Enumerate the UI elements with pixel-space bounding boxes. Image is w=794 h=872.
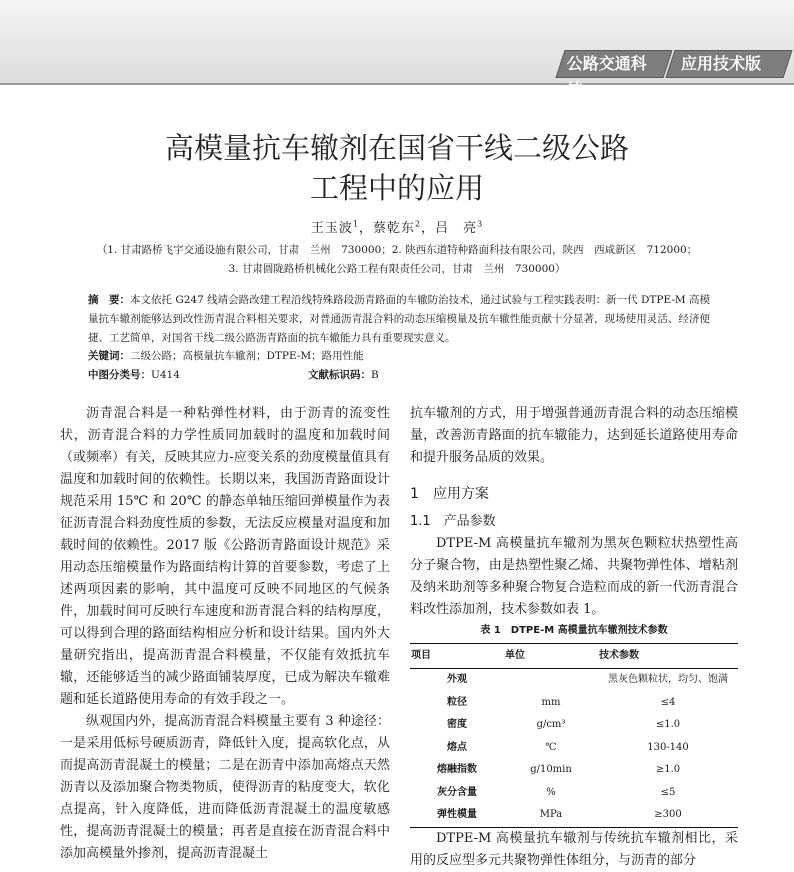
body-paragraph: DTPE-M 高模量抗车辙剂为黑灰色颗粒状热塑性高分子聚合物，由是热塑性聚乙烯、共聚物弹性体、增粘剂及纳米助剂等多种聚合物复合造粒而成的新一代沥青混合料改性添加剂，技术参数如表 1。 [410, 536, 738, 617]
table-row [410, 782, 738, 805]
journal-name-tag: 公路交通科技 [555, 50, 672, 78]
article-title [0, 128, 794, 208]
author-affil-mark: 2 [414, 219, 422, 229]
author-name: 蔡乾东 [372, 221, 415, 236]
table-cell: 粒径 [447, 696, 467, 708]
table-cell: mm [541, 696, 561, 708]
table-cell: ≤1.0 [655, 719, 681, 731]
table-cell: ≤4 [660, 696, 676, 708]
table-cell: ≤5 [660, 786, 676, 798]
table-cell: 灰分含量 [437, 786, 477, 798]
clc-number [88, 367, 180, 382]
abstract-label: 摘 要： [88, 294, 131, 306]
table-header-cell: 项目 [410, 644, 504, 669]
table-row [410, 737, 738, 760]
keywords [88, 348, 364, 363]
table-cell: 弹性模量 [437, 809, 477, 821]
table-header-cell: 单位 [504, 644, 598, 669]
body-right-column [410, 403, 738, 872]
table-cell: ≥300 [654, 809, 682, 821]
body-paragraph: 抗车辙剂的方式，用于增强普通沥青混合料的动态压缩模量，改善沥青路面的抗车辙能力，达到延长道路使用寿命和提升服务品质的效果。 [410, 406, 738, 465]
doc-label: 文献标识码： [308, 369, 371, 381]
table-cell: 黑灰色颗粒状，均匀、饱满 [608, 674, 728, 686]
table-row [410, 692, 738, 715]
table-cell: g/10min [530, 764, 572, 776]
parameter-table [410, 643, 738, 828]
author-list: 王玉波$^1$，蔡乾东$^2$，吕 亮$^3$ [310, 219, 484, 236]
table-row [410, 759, 738, 782]
table-row [410, 669, 738, 692]
body-paragraph: 纵观国内外，提高沥青混合料模量主要有 3 种途径：一是采用低标号硬质沥青，降低针入度，提高软化点，从而提高沥青混凝土的模量；二是在沥青中添加高熔点天然沥青以及添加聚合物类物质，使得沥青的粘度变大，软化点提高，针入度降低，进而降低沥青混凝土的温度敏感性，提高沥青混凝土的模量；再者是直接在沥青混合料中添加高模量外掺剂，提高沥青混凝土 [60, 714, 390, 861]
table-row [410, 804, 738, 827]
clc-label: 中图分类号： [88, 369, 151, 381]
table-cell: 熔点 [447, 741, 467, 753]
author-name: 王玉波 [310, 221, 353, 236]
table-row [410, 714, 738, 737]
edition-tag: 应用技术版 [665, 50, 792, 78]
table-cell [504, 669, 598, 692]
subsection-heading: 1.1 产品参数 [410, 514, 496, 529]
table-caption: 表 1 DTPE-M 高模量抗车辙剂技术参数 [480, 625, 668, 636]
keywords-label: 关键词： [88, 350, 130, 362]
table-cell: 熔融指数 [437, 764, 477, 776]
title-line-1: 高模量抗车辙剂在国省干线二级公路 [164, 131, 629, 165]
author-name: 吕 亮 [435, 221, 478, 236]
table-cell: 130-140 [647, 741, 689, 753]
table-header-cell: 技术参数 [598, 644, 738, 669]
header-rule [0, 83, 794, 85]
table-cell: ℃ [545, 741, 557, 753]
section-heading: 1 应用方案 [410, 486, 489, 502]
table-cell: g/cm³ [536, 719, 566, 731]
author-affil-mark: 3 [477, 219, 484, 229]
abstract [88, 291, 710, 348]
author-affil-mark: 1 [352, 219, 359, 229]
body-paragraph: DTPE-M 高模量抗车辙剂与传统抗车辙剂相比，采用的反应型多元共聚物弹性体组分，与沥青的部分 [410, 830, 738, 868]
table-header-row [410, 644, 738, 669]
affiliation-line-2: 3. 甘肃圆陇路桥机械化公路工程有限责任公司，甘肃 兰州 730000） [228, 263, 566, 275]
doc-value: B [371, 369, 379, 381]
abstract-text: 本文依托 G247 线靖会路改建工程沿线特殊路段沥青路面的车辙防治技术，通过试验与工程实践表明：新一代 DTPE-M 高模量抗车辙剂能够达到改性沥青混合料相关要求，对普通沥青混合料的动态压缩模量及抗车辙性能贡献十分显著，现场使用灵活、经济便捷、工艺简单，对国省干线二级公路沥青路面的抗车辙能力具有重要现实意义。 [88, 294, 710, 344]
affiliation-line-1: （1. 甘肃路桥飞宇交通设施有限公司，甘肃 兰州 730000；2. 陕西东道特种路面科技有限公司，陕西 西咸新区 712000； [96, 244, 698, 256]
body-left-column [60, 403, 390, 865]
table-cell: ≥1.0 [655, 764, 681, 776]
title-line-2: 工程中的应用 [309, 171, 484, 205]
document-code [308, 367, 379, 382]
keywords-text: 二级公路；高模量抗车辙剂；DTPE-M；路用性能 [130, 350, 364, 362]
table-cell: 密度 [447, 719, 467, 731]
table-cell: MPa [539, 809, 563, 821]
clc-value: U414 [151, 369, 180, 381]
table-cell: 外观 [447, 674, 467, 686]
table-cell: % [546, 786, 556, 798]
body-paragraph: 沥青混合料是一种粘弹性材料，由于沥青的流变性状，沥青混合料的力学性质同加载时的温度和加载时间（或频率）有关，反映其应力-应变关系的劲度模量值具有温度和加载时间的依赖性。长期以来，我国沥青路面设计规范采用 15℃ 和 20℃ 的静态单轴压缩回弹模量作为表征沥青混合料劲度性质的参数，无法反应模量对温度和加载时间的依赖性。2017 版《公路沥青路面设计规范》采用动态压缩模量作为路面结构计算的首要参数，考虑了上述两项因素的影响，其中温度可反映不同地区的气候条件，加载时间可反映行车速度和沥青混合料的结构厚度，可以得到合理的路面结构相应分析和设计结果。国内外大量研究指出，提高沥青混合料模量，不仅能有效抵抗车辙，还能够适当的减少路面铺装厚度，已成为解决车辙难题和延长道路使用寿命的有效手段之一。 [60, 406, 390, 707]
